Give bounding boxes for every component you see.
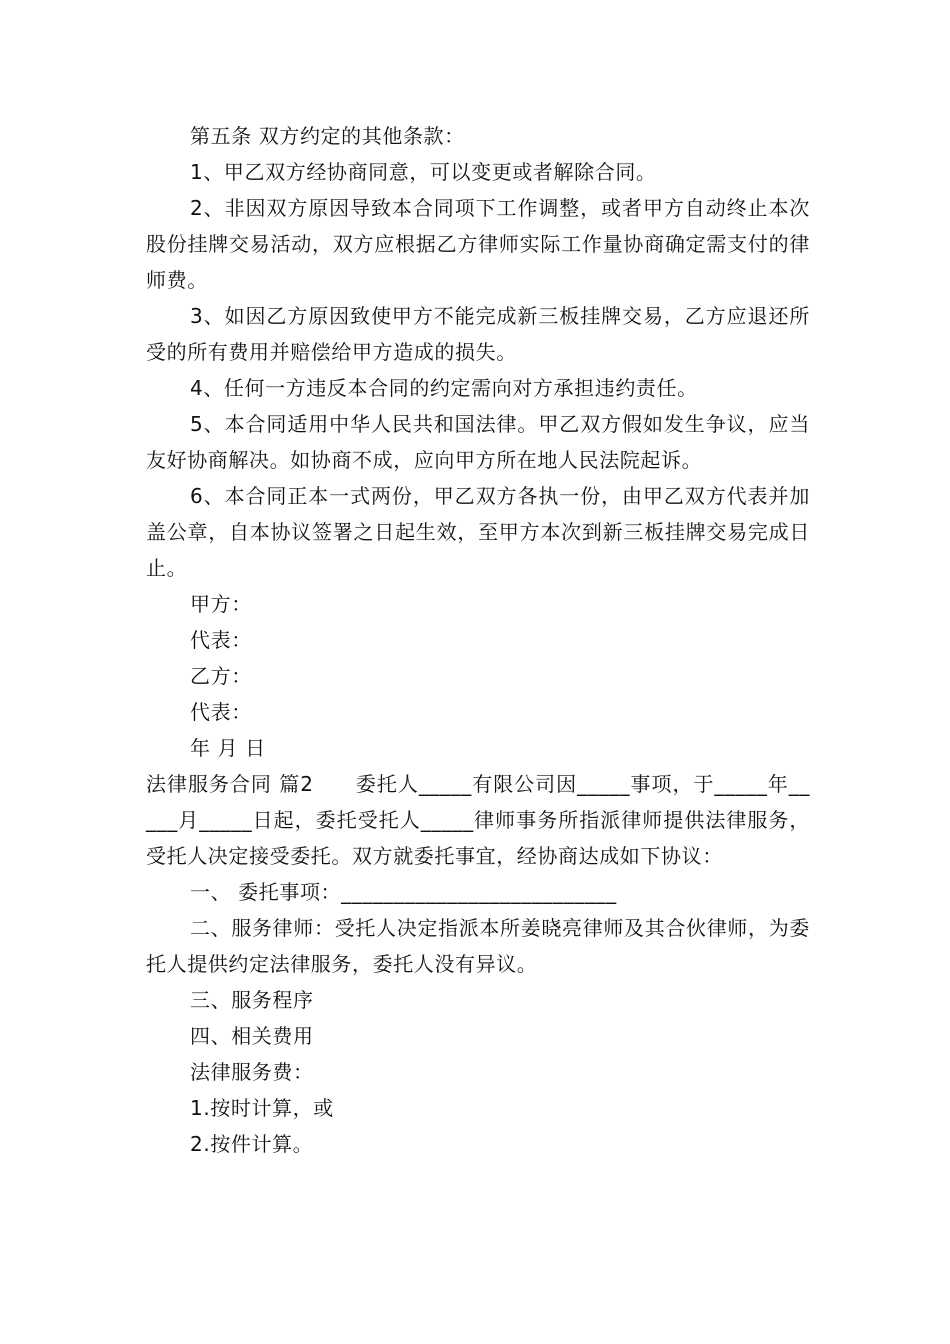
signature-date: 年 月 日 [190,736,266,760]
contract2-section-4: 四、相关费用 [190,1024,314,1048]
signature-party-a: 甲方： [190,592,252,616]
signature-rep-b: 代表： [190,700,252,724]
article5-item-2: 2、非因双方原因导致本合同项下工作调整，或者甲方自动终止本次股份挂牌交易活动，双方应根据乙方律师实际工作量协商确定需支付的律师费。 [146,196,810,292]
signature-rep-a: 代表： [190,628,252,652]
contract2-fee-option-1: 1.按时计算，或 [190,1096,334,1120]
document-body [146,118,810,1162]
contract2-intro: 法律服务合同 篇2 委托人_____有限公司因_____事项，于_____年_____月_____日起，委托受托人_____律师事务所指派律师提供法律服务，受托人决定接受委托。双方就委托事宜，经协商达成如下协议： [146,772,810,868]
contract2-section-2: 二、服务律师：受托人决定指派本所姜晓亮律师及其合伙律师，为委托人提供约定法律服务，委托人没有异议。 [146,916,810,976]
article5-item-1: 1、甲乙双方经协商同意，可以变更或者解除合同。 [190,160,657,184]
signature-party-b: 乙方： [190,664,252,688]
article5-item-6: 6、本合同正本一式两份，甲乙双方各执一份，由甲乙双方代表并加盖公章，自本协议签署之日起生效，至甲方本次到新三板挂牌交易完成日止。 [146,484,810,580]
article5-heading: 第五条 双方约定的其他条款： [190,124,465,148]
contract2-fee-label: 法律服务费： [190,1060,314,1084]
article5-item-5: 5、本合同适用中华人民共和国法律。甲乙双方假如发生争议，应当友好协商解决。如协商不成，应向甲方所在地人民法院起诉。 [146,412,810,472]
contract2-section-3: 三、服务程序 [190,988,314,1012]
article5-item-4: 4、任何一方违反本合同的约定需向对方承担违约责任。 [190,376,698,400]
article5-item-3: 3、如因乙方原因致使甲方不能完成新三板挂牌交易，乙方应退还所受的所有费用并赔偿给甲方造成的损失。 [146,304,810,364]
contract2-fee-option-2: 2.按件计算。 [190,1132,314,1156]
contract2-section-1: 一、 委托事项：__________________________ [190,880,617,904]
